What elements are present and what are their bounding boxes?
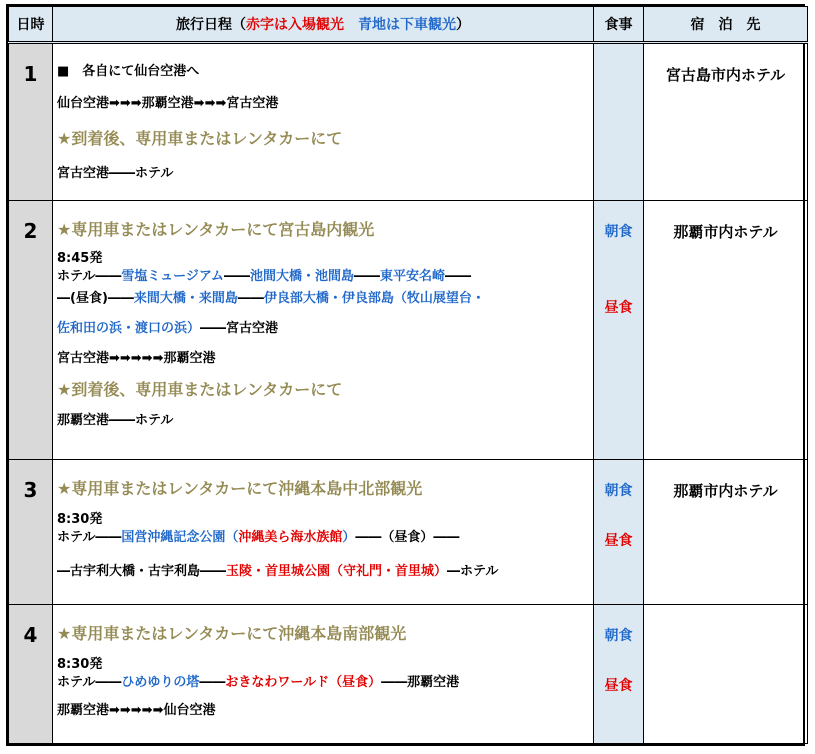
header-plan-red-note: 赤字は入場観光 <box>246 17 344 33</box>
plan-heading: ★専用車またはレンタカーにて宮古島内観光 <box>57 219 375 239</box>
plan-heading: ★専用車またはレンタカーにて沖縄本島南部観光 <box>57 624 407 644</box>
plan-line <box>57 621 593 649</box>
plan-line <box>57 560 593 592</box>
header-plan-blue-note: 青地は下車観光 <box>358 17 456 33</box>
plan-text: ホテル―― <box>57 268 122 284</box>
plan-heading: ★到着後、専用車またはレンタカーにて <box>57 129 343 148</box>
plan-text: ホテル―― <box>57 675 122 691</box>
header-day: 日時 <box>9 7 53 43</box>
photo-stop-spot: 来間大橋・来間島 <box>133 290 238 306</box>
plan-line <box>57 247 593 265</box>
day-meals <box>594 605 644 744</box>
plan-text: 宮古空港➡➡➡➡➡那覇空港 <box>57 350 216 366</box>
plan-line <box>57 265 593 287</box>
day-row-3 <box>9 459 808 604</box>
plan-line <box>57 671 593 695</box>
plan-text: ――那覇空港 <box>381 675 460 691</box>
meal-lunch: 昼食 <box>604 678 633 695</box>
meal-breakfast: 朝食 <box>604 628 633 645</box>
plan-text: ―― <box>353 268 380 284</box>
plan-text: 宮古空港――ホテル <box>57 166 174 181</box>
day-row-4 <box>9 605 808 744</box>
photo-stop-spot: 伊良部大橋・伊良部島（牧山展望台・ <box>263 290 485 306</box>
photo-stop-spot: 国営沖縄記念公園（ <box>121 529 239 545</box>
day-plan <box>53 43 594 201</box>
day-number: 4 <box>9 605 53 744</box>
plan-line <box>57 476 593 504</box>
plan-line <box>57 508 593 526</box>
photo-stop-spot: 雪塩ミュージアム <box>121 268 224 284</box>
day-plan <box>53 459 594 604</box>
day-lodging: 宮古島市内ホテル <box>644 43 808 201</box>
header-plan-suffix: ） <box>456 17 470 33</box>
day-number: 2 <box>9 200 53 459</box>
plan-text: ―ホテル <box>447 563 499 579</box>
day-meals <box>594 459 644 604</box>
admission-spot: 沖縄美ら海水族館 <box>238 529 343 545</box>
admission-spot: 玉陵・首里城公園（守礼門・首里城） <box>226 563 448 579</box>
plan-text: ホテル―― <box>57 529 122 545</box>
plan-line <box>57 699 593 731</box>
plan-text: ―― <box>444 268 471 284</box>
meal-lunch: 昼食 <box>604 532 633 549</box>
meal-breakfast: 朝食 <box>604 223 633 240</box>
meal-breakfast: 朝食 <box>604 482 633 499</box>
plan-text: ―― <box>237 290 264 306</box>
itinerary-sheet <box>6 4 805 746</box>
day-lodging: 那覇市内ホテル <box>644 459 808 604</box>
header-row <box>9 7 808 43</box>
day-row-1 <box>9 43 808 201</box>
plan-text: 8:30発 <box>57 511 103 527</box>
day-plan <box>53 605 594 744</box>
header-stay: 宿 泊 先 <box>644 7 808 43</box>
plan-text: ―― <box>199 675 226 691</box>
photo-stop-spot: ） <box>342 529 356 545</box>
plan-text: 8:30発 <box>57 657 103 673</box>
plan-line <box>57 92 593 120</box>
admission-spot: おきなわワールド（昼食） <box>225 675 382 691</box>
photo-stop-spot: 池間大橋・池間島 <box>249 268 354 284</box>
plan-text: ―古宇利大橋・古宇利島―― <box>57 563 227 579</box>
plan-text: 8:45発 <box>57 250 103 266</box>
photo-stop-spot: ひめゆりの塔 <box>121 675 200 691</box>
plan-line <box>57 377 593 407</box>
plan-line <box>57 126 593 156</box>
plan-line <box>57 162 593 184</box>
day-plan <box>53 200 594 459</box>
header-plan-prefix: 旅行日程（ <box>176 17 246 33</box>
plan-line <box>57 60 593 82</box>
header-meal: 食事 <box>594 7 644 43</box>
meal-lunch: 昼食 <box>604 299 633 316</box>
plan-text: ―(昼食)―― <box>57 290 134 306</box>
day-meals <box>594 43 644 201</box>
day-lodging: 那覇市内ホテル <box>644 200 808 459</box>
header-plan-gap <box>344 17 358 33</box>
day-number: 3 <box>9 459 53 604</box>
plan-text: ――宮古空港 <box>200 320 279 336</box>
plan-line <box>57 526 593 550</box>
plan-heading: ★専用車またはレンタカーにて沖縄本島中北部観光 <box>57 478 423 498</box>
header-plan <box>53 7 594 43</box>
plan-text: 那覇空港――ホテル <box>57 412 174 428</box>
plan-heading: ★到着後、専用車またはレンタカーにて <box>57 379 343 399</box>
plan-text: 仙台空港➡➡➡那覇空港➡➡➡宮古空港 <box>57 96 279 111</box>
plan-line <box>57 317 593 347</box>
photo-stop-spot: 佐和田の浜・渡口の浜） <box>57 320 201 336</box>
plan-line <box>57 217 593 243</box>
plan-line <box>57 653 593 671</box>
day-lodging <box>644 605 808 744</box>
plan-line <box>57 409 593 433</box>
photo-stop-spot: 東平安名崎 <box>379 268 445 284</box>
plan-text: ――（昼食）―― <box>355 529 460 545</box>
plan-text: ―― <box>223 268 250 284</box>
plan-line <box>57 347 593 375</box>
itinerary-table <box>8 6 808 744</box>
day-meals <box>594 200 644 459</box>
day-number: 1 <box>9 43 53 201</box>
day-row-2 <box>9 200 808 459</box>
plan-text: ■ 各自にて仙台空港へ <box>57 64 200 79</box>
plan-line <box>57 287 593 317</box>
plan-text: 那覇空港➡➡➡➡➡仙台空港 <box>57 703 216 719</box>
